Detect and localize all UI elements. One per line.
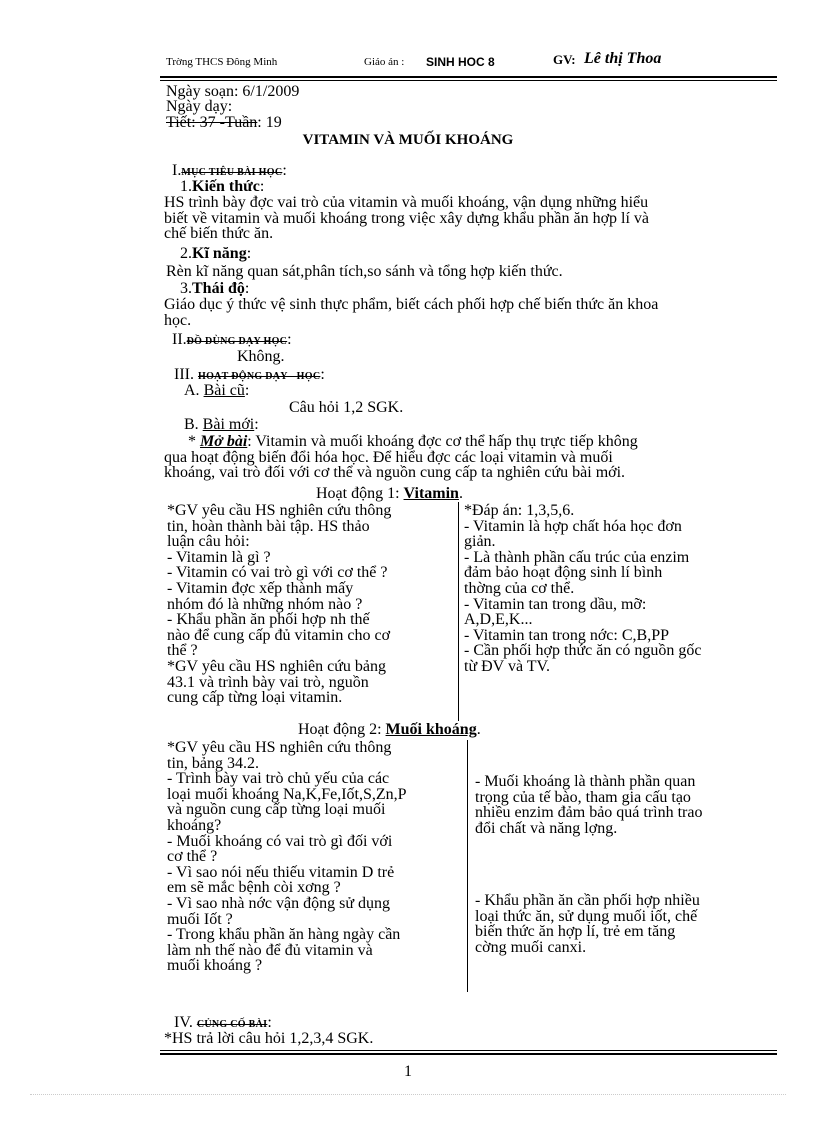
gv-label: GV:	[553, 52, 576, 67]
activity2-heading: Hoạt động 2: Muối khoáng.	[298, 721, 481, 738]
activity2-answer-line: - Muối khoáng là thành phần quan	[475, 773, 696, 790]
activity2-answer-line: đổi chất và năng lợng.	[475, 819, 618, 837]
activity2-teacher-line: tin, bảng 34.2.	[167, 754, 259, 772]
activity1-answer-line: *Đáp án: 1,3,5,6.	[464, 502, 575, 519]
activity1-teacher-line: 43.1 và trình bày vai trò, nguồn	[167, 673, 369, 691]
activity1-answer-line: - Vitamin tan trong dầu, mỡ:	[464, 595, 647, 613]
activity2-teacher-line: - Muối khoáng có vai trò gì đối với	[167, 832, 393, 850]
knowledge-heading: 1.Kiến thức:	[180, 178, 265, 195]
activity2-teacher-line: muối khoáng ?	[167, 957, 263, 975]
week-number: : 19	[257, 114, 282, 131]
activity2-answer-line: nhiều enzim đảm bảo quá trình trao	[475, 804, 703, 822]
header-rule-thick	[160, 76, 777, 78]
new-lesson-heading: B. Bài mới:	[184, 416, 259, 433]
activity2-teacher-column	[167, 740, 407, 974]
activity1-answer-line: - Cần phối hợp thức ăn có nguồn gốc	[464, 642, 702, 660]
activity2-divider	[467, 740, 468, 992]
activity2-teacher-line: và nguồn cung cấp từng loại muối	[167, 801, 386, 819]
activity2-answer-line: cờng muối canxi.	[475, 938, 587, 956]
activity1-teacher-line: thể ?	[167, 642, 198, 660]
activity1-teacher-column	[167, 503, 391, 706]
activity1-teacher-line: tin, hoàn thành bài tập. HS thảo	[167, 517, 370, 535]
activity1-heading: Hoạt động 1: Vitamin.	[316, 485, 463, 502]
activity1-teacher-line: - Vitamin có vai trò gì với cơ thể ?	[167, 564, 388, 582]
old-lesson-text: Câu hỏi 1,2 SGK.	[289, 399, 404, 416]
activity2-answer-line: trọng của tế bào, tham gia cấu tạo	[475, 788, 691, 806]
activity1-teacher-line: nhóm đó là những nhóm nào ?	[167, 595, 363, 613]
footer-rule-thick	[160, 1053, 777, 1055]
activity2-teacher-line: - Vì sao nhà nớc vận động sử dụng	[167, 894, 391, 912]
activity1-answer-line: - Là thành phần cấu trúc của enzim	[464, 548, 690, 566]
prep-date: Ngày soạn: 6/1/2009	[166, 83, 300, 100]
activity2-answer-column-b	[475, 893, 700, 955]
page-bottom-dotted-line	[30, 1094, 786, 1095]
activity2-teacher-line: - Trình bày vai trò chủ yếu của các	[167, 770, 390, 788]
section-activities-heading: III. HOẠT ĐỘNG DẠY - HỌC:	[174, 366, 325, 383]
activity1-teacher-line: nào để cung cấp đủ vitamin cho cơ	[167, 626, 391, 644]
subject-name: SINH HOC 8	[426, 55, 495, 69]
activity2-answer-line: biến thức ăn hợp lí, trẻ em tăng	[475, 923, 676, 941]
activity1-answer-line: A,D,E,K...	[464, 611, 533, 629]
section-materials-heading: II.ĐỒ DÙNG DẠY HỌC:	[172, 331, 292, 348]
activity1-answer-line: - Vitamin tan trong nớc: C,B,PP	[464, 626, 669, 644]
activity2-teacher-line: - Vì sao nói nếu thiếu vitamin D trẻ	[167, 863, 395, 881]
activity2-teacher-line: - Trong khẩu phần ăn hàng ngày cần	[167, 926, 401, 944]
plan-label: Giáo án :	[364, 56, 405, 68]
lesson-title: VITAMIN VÀ MUỐI KHOÁNG	[302, 132, 514, 148]
activity1-answer-line: từ ĐV và TV.	[464, 657, 551, 675]
activity2-teacher-line: muối Iốt ?	[167, 910, 233, 928]
activity2-answer-column-a	[475, 774, 702, 836]
activity2-teacher-line: cơ thể ?	[167, 848, 218, 866]
activity1-teacher-line: - Khẩu phần ăn phối hợp nh thế	[167, 611, 370, 629]
attitude-heading: 3.Thái độ:	[180, 280, 250, 297]
activity1-teacher-line: - Vitamin là gì ?	[167, 548, 271, 566]
school-name: Trờng THCS Đông Minh	[166, 56, 278, 68]
activity2-teacher-line: làm nh thế nào để đủ vitamin và	[167, 941, 373, 959]
activity1-teacher-line: - Vitamin đợc xếp thành mấy	[167, 579, 354, 597]
intro-text: * Mở bài: Vitamin và muối khoáng đợc cơ thể hấp thụ trực tiếp không qua hoạt động biến đổi hóa học. Để hiểu đợc các loại vitamin và muối khoáng, vai trò đối với cơ thể và nguồn cung cấp ta nghiên cứu bài mới.	[164, 433, 638, 482]
skill-text: Rèn kĩ năng quan sát,phân tích,so sánh và tổng hợp kiến thức.	[166, 263, 563, 280]
activity1-divider	[458, 502, 459, 721]
skill-heading: 2.Kĩ năng:	[180, 245, 252, 262]
activity1-answer-line: đảm bảo hoạt động sinh lí bình	[464, 564, 663, 582]
review-text: *HS trả lời câu hỏi 1,2,3,4 SGK.	[164, 1030, 374, 1047]
activity2-teacher-line: *GV yêu cầu HS nghiên cứu thông	[167, 739, 392, 756]
activity1-answer-column	[464, 503, 702, 675]
activity2-teacher-line: em sẽ mắc bệnh còi xơng ?	[167, 879, 341, 897]
period-label: Tiết: 37 -Tuần	[166, 114, 258, 131]
footer-rule-thin	[160, 1050, 777, 1051]
materials-text: Không.	[237, 348, 285, 365]
activity2-teacher-line: khoáng?	[167, 816, 222, 834]
activity2-answer-line: - Khẩu phần ăn cần phối hợp nhiều	[475, 892, 700, 909]
activity1-teacher-line: *GV yêu cầu HS nghiên cứu thông	[167, 502, 392, 519]
knowledge-text: HS trình bày đợc vai trò của vitamin và muối khoáng, vận dụng những hiểu biết về vitamin và muối khoáng trong việc xây dựng khẩu phần ăn hợp lí và chế biến thức ăn.	[164, 194, 650, 243]
page-header	[160, 52, 780, 76]
activity1-teacher-line: cung cấp từng loại vitamin.	[167, 689, 343, 707]
activity2-teacher-line: loại muối khoáng Na,K,Fe,Iốt,S,Zn,P	[167, 785, 407, 803]
header-rule-thin	[160, 80, 777, 81]
activity1-teacher-line: *GV yêu cầu HS nghiên cứu bảng	[167, 657, 386, 675]
teach-date: Ngày dạy:	[166, 98, 233, 115]
attitude-text: Giáo dục ý thức vệ sinh thực phẩm, biết cách phối hợp chế biến thức ăn khoa học.	[164, 296, 659, 329]
activity1-answer-line: - Vitamin là hợp chất hóa học đơn	[464, 517, 682, 535]
section-objectives-heading: I.MỤC TIÊU BÀI HỌC:	[172, 162, 287, 179]
period-week	[166, 115, 282, 131]
activity2-answer-line: loại thức ăn, sử dụng muối iốt, chế	[475, 907, 698, 925]
old-lesson-heading: A. Bài cũ:	[184, 382, 250, 399]
activity1-answer-line: giản.	[464, 533, 496, 551]
activity1-answer-line: thờng của cơ thể.	[464, 579, 575, 597]
activity1-teacher-line: luận câu hỏi:	[167, 533, 250, 551]
page-number: 1	[404, 1063, 412, 1080]
section-review-heading: IV. CỦNG CỐ BÀI:	[174, 1014, 272, 1031]
teacher-name: Lê thị Thoa	[584, 50, 662, 67]
